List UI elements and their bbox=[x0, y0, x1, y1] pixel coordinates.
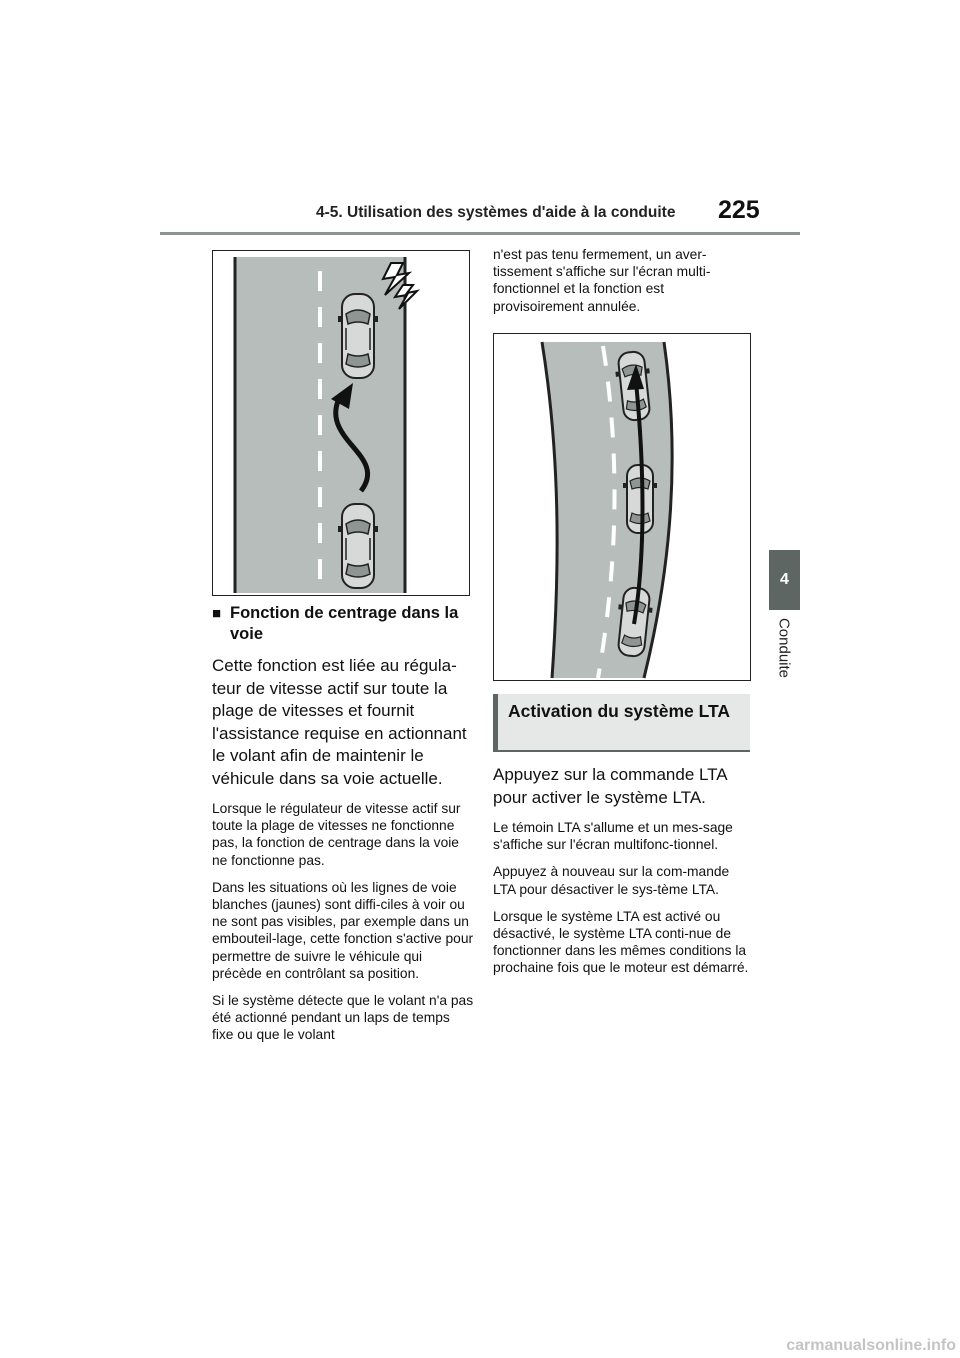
paragraph: Dans les situations où les lignes de voie blanches (jaunes) sont diffi-ciles à voir ou ne sont pas visibles, par exemple dans un embouteil-lage, cette fonction s'active pour permettre de suivre le véhicule qui précède en contrôlant sa position. bbox=[212, 879, 474, 981]
subheading bbox=[212, 603, 474, 645]
left-column bbox=[212, 603, 474, 1054]
paragraph: Le témoin LTA s'allume et un mes-sage s'affiche sur l'écran multifonc-tionnel. bbox=[493, 820, 733, 853]
subheading-text: Fonction de centrage dans la voie bbox=[230, 604, 459, 643]
lane-keeping-illustration bbox=[212, 250, 470, 596]
watermark: carmanualsonline.info bbox=[786, 1337, 956, 1354]
paragraph: Appuyez à nouveau sur la com-mande LTA pour désactiver le sys-tème LTA. bbox=[493, 864, 730, 897]
paragraph: n'est pas tenu fermement, un aver-tissement s'affiche sur l'écran multi-fonctionnel et la fonction est provisoirement annulée. bbox=[493, 247, 711, 314]
section-heading: Activation du système LTA bbox=[493, 694, 750, 752]
right-column-top bbox=[493, 246, 755, 325]
lead-paragraph: Appuyez sur la commande LTA pour activer le système LTA. bbox=[493, 765, 727, 807]
bullet-square-icon: ■ bbox=[212, 605, 222, 622]
section-title: 4-5. Utilisation des systèmes d'aide à la conduite bbox=[316, 204, 676, 221]
page-number: 225 bbox=[718, 196, 760, 224]
lane-centering-illustration bbox=[493, 333, 751, 681]
lead-paragraph: Cette fonction est liée au régula-teur de vitesse actif sur toute la plage de vitesses et fournit l'assistance requise en actionnant le volant afin de maintenir le véhicule dans sa voie actuelle. bbox=[212, 656, 467, 788]
chapter-label: Conduite bbox=[775, 617, 793, 679]
paragraph: Si le système détecte que le volant n'a pas été actionné pendant un laps de temps fixe ou que le volant bbox=[212, 993, 474, 1043]
paragraph: Lorsque le système LTA est activé ou désactivé, le système LTA conti-nue de fonctionner dans les mêmes conditions la prochaine fois que le moteur est démarré. bbox=[493, 908, 749, 976]
chapter-tab[interactable]: 4 bbox=[769, 550, 800, 610]
paragraph: Lorsque le régulateur de vitesse actif sur toute la plage de vitesses ne fonctionne pas, la fonction de centrage dans la voie ne fonctionne pas. bbox=[212, 801, 461, 868]
header-rule bbox=[160, 232, 800, 235]
right-column-bottom bbox=[493, 764, 755, 987]
